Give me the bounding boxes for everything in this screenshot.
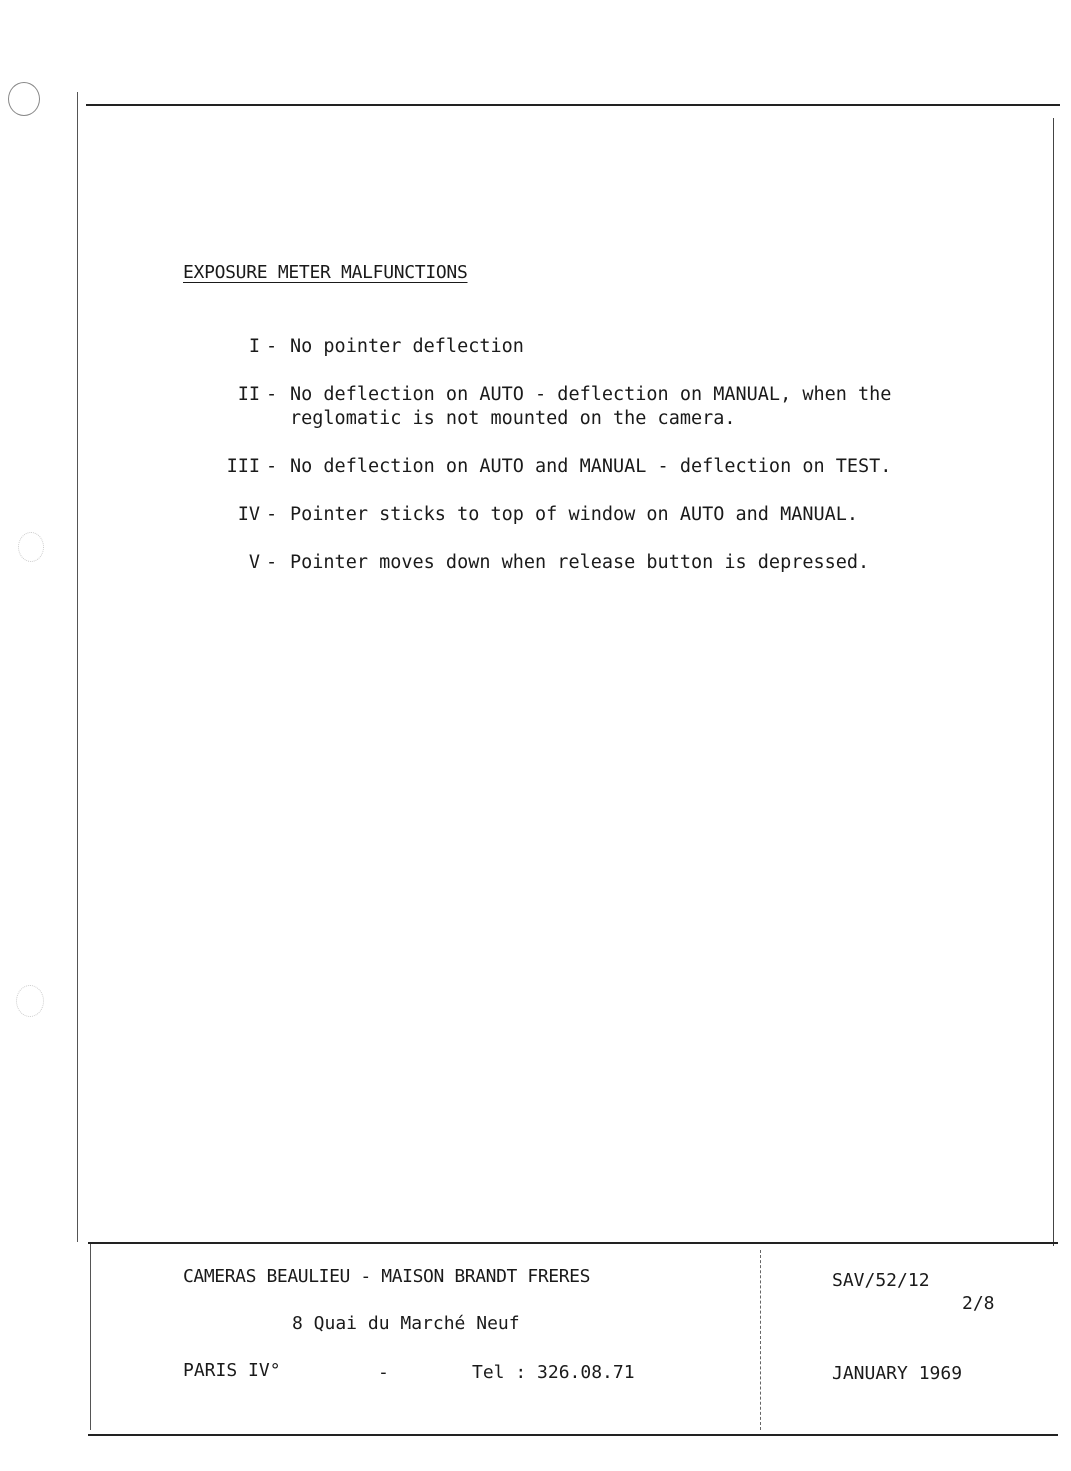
- item-text: No deflection on AUTO - deflection on MANUAL, when the: [290, 384, 892, 405]
- item-text: Pointer sticks to top of window on AUTO and MANUAL.: [290, 504, 859, 525]
- item-numeral: IV: [237, 504, 260, 525]
- right-border-line: [1053, 118, 1054, 1246]
- top-border-line: [86, 104, 1060, 106]
- company-address: 8 Quai du Marché Neuf: [292, 1313, 520, 1334]
- item-text: No pointer deflection: [290, 336, 524, 357]
- document-reference: SAV/52/12: [832, 1270, 930, 1291]
- item-dash: -: [266, 384, 278, 405]
- item-dash: -: [266, 504, 278, 525]
- document-date: JANUARY 1969: [832, 1363, 963, 1384]
- malfunction-item: [0, 383, 1000, 433]
- item-numeral: III: [226, 456, 260, 477]
- item-text-continued: reglomatic is not mounted on the camera.: [290, 408, 736, 429]
- company-telephone: Tel : 326.08.71: [472, 1362, 635, 1383]
- company-city: PARIS IV°: [183, 1360, 281, 1381]
- item-numeral: V: [248, 552, 260, 573]
- item-text: Pointer moves down when release button is depressed.: [290, 552, 870, 573]
- punch-hole-mark: [8, 82, 40, 116]
- footer-separator: -: [378, 1362, 389, 1383]
- punch-hole-mark: [16, 985, 44, 1017]
- item-dash: -: [266, 552, 278, 573]
- item-dash: -: [266, 336, 278, 357]
- page-number: 2/8: [962, 1293, 995, 1314]
- footer-left-line: [90, 1244, 91, 1430]
- item-dash: -: [266, 456, 278, 477]
- footer-divider-line: [760, 1250, 761, 1430]
- item-text: No deflection on AUTO and MANUAL - deflection on TEST.: [290, 456, 892, 477]
- item-numeral: I: [248, 336, 260, 357]
- section-heading: EXPOSURE METER MALFUNCTIONS: [183, 262, 468, 283]
- company-name: CAMERAS BEAULIEU - MAISON BRANDT FRERES: [183, 1266, 591, 1287]
- item-numeral: II: [237, 384, 260, 405]
- punch-hole-mark: [18, 532, 44, 562]
- left-border-line: [77, 92, 78, 1242]
